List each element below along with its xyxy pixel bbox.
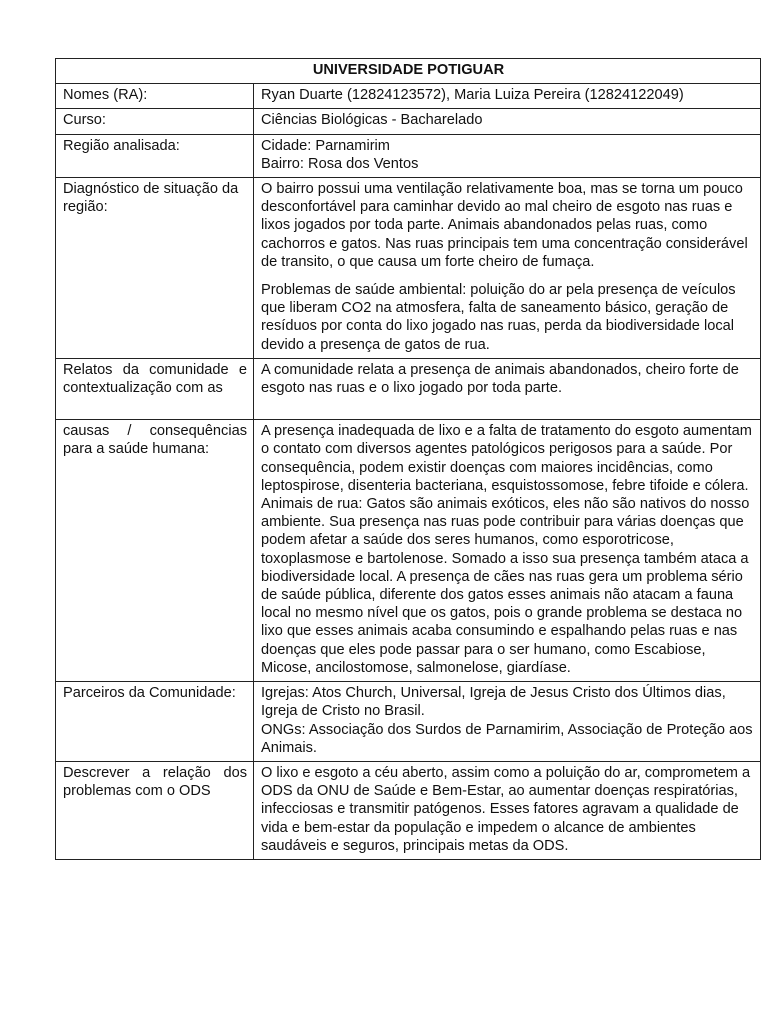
course-value: Ciências Biológicas - Bacharelado [254,109,761,134]
partners-ngos: ONGs: Associação dos Surdos de Parnamirim, Associação de Proteção aos Animais. [261,721,753,756]
names-row [56,84,761,109]
diagnosis-row [56,178,761,359]
reports-row [56,358,761,419]
ods-label-line-2: problemas com o ODS [63,783,211,800]
reports-label-line-2: contextualização com as [63,380,223,397]
title-row [56,59,761,84]
ods-row [56,761,761,859]
causes-label-line-2: para a saúde humana: [63,441,210,458]
ods-label-line-1: Descrever a relação dos [63,764,247,781]
diagnosis-paragraph-2: Problemas de saúde ambiental: poluição do ar pela presença de veículos que liberam CO2 na atmosfera, falta de saneamento básico, geração de resíduos por conta do lixo jogado nas ruas, perda da biodiversidade local devido a presença de gatos de rua. [261,282,736,353]
university-title: UNIVERSIDADE POTIGUAR [56,59,761,84]
causes-label [56,420,254,682]
course-row [56,109,761,134]
region-city: Cidade: Parnamirim [261,137,390,154]
reports-label-line-1: Relatos da comunidade e [63,361,247,378]
region-neighborhood: Bairro: Rosa dos Ventos [261,155,419,172]
ods-value: O lixo e esgoto a céu aberto, assim como a poluição do ar, comprometem a ODS da ONU de Saúde e Bem-Estar, ao aumentar doenças respiratórias, infecciosas e transmitir patógenos. Esses fatores agravam a qualidade de vida e bem-estar da população e impedem o alcance de ambientes saudáveis e seguros, principais metas da ODS. [254,761,761,859]
partners-value [254,682,761,762]
region-label: Região analisada: [56,134,254,177]
causes-label-line-1: causas / consequências [63,423,247,440]
names-value: Ryan Duarte (12824123572), Maria Luiza Pereira (12824122049) [254,84,761,109]
partners-row [56,682,761,762]
causes-row [56,420,761,682]
reports-value: A comunidade relata a presença de animais abandonados, cheiro forte de esgoto nas ruas e o lixo jogado por toda parte. [254,358,761,419]
ods-label [56,761,254,859]
form-table [55,58,761,860]
diagnosis-label: Diagnóstico de situação da região: [56,178,254,359]
course-label: Curso: [56,109,254,134]
causes-value: A presença inadequada de lixo e a falta de tratamento do esgoto aumentam o contato com diversos agentes patológicos perigosos para a saúde. Por consequência, podem existir doenças com maiores incidências, como leptospirose, disenteria bacteriana, esquistossomose, febre tifoide e cólera. Animais de rua: Gatos são animais exóticos, eles não são nativos do nosso ambiente. Sua presença nas ruas pode contribuir para várias doenças que podem afetar a saúde dos seres humanos, como esporotricose, toxoplasmose e bartolenose. Somado a isso sua presença também ataca a biodiversidade local. A presença de cães nas ruas gera um problema sério de saúde pública, diferente dos gatos esses animais não atacam a fauna local no mesmo nível que os gatos, pois o grande problema se destaca no lixo que esses animais acaba consumindo e espalhando pelas ruas e nas doenças que eles pode passar para o ser humano, como Escabiose, Micose, ancilostomose, salmonelose, giardíase. [254,420,761,682]
diagnosis-value [254,178,761,359]
diagnosis-paragraph-1: O bairro possui uma ventilação relativamente boa, mas se torna um pouco desconfortável para caminhar devido ao mal cheiro de esgoto nas ruas e lixos jogados por toda parte. Animais abandonados pelas ruas, como cachorros e gatos. Nas ruas principais tem uma concentração considerável de transito, o que causa um forte cheiro de fumaça. [261,181,748,270]
reports-label [56,358,254,419]
region-value [254,134,761,177]
partners-label: Parceiros da Comunidade: [56,682,254,762]
names-label: Nomes (RA): [56,84,254,109]
region-row [56,134,761,177]
partners-churches: Igrejas: Atos Church, Universal, Igreja de Jesus Cristo dos Últimos dias, Igreja de Cristo no Brasil. [261,685,726,720]
